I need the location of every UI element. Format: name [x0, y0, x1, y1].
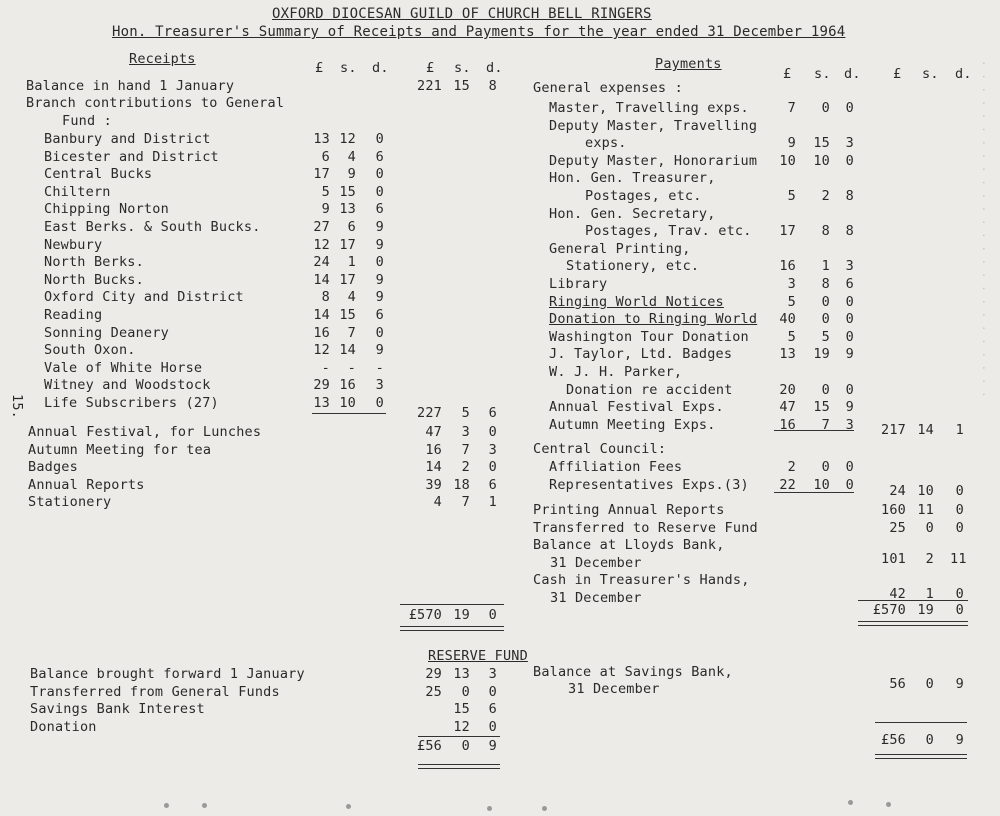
branch-row-pounds: - — [321, 359, 330, 376]
reserve-payment-pence: 9 — [955, 676, 964, 692]
payment-row-shillings: 10 — [813, 152, 830, 169]
branch-row-pence: 9 — [375, 236, 384, 253]
payment-other-shillings: 11 — [917, 502, 934, 518]
balance-in-hand-shillings: 15 — [453, 78, 470, 94]
general-expenses-total-shillings: 14 — [917, 422, 934, 438]
branch-row-shillings: 4 — [347, 289, 356, 306]
payment-row-pounds: 5 — [787, 328, 796, 345]
branch-row-shillings: 4 — [347, 148, 356, 165]
receipt-row-label: Stationery — [28, 494, 112, 511]
payment-row-label: Washington Tour Donation — [549, 328, 749, 345]
central-council-heading: Central Council: — [533, 441, 667, 457]
reserve-receipt-label: Transferred from General Funds — [30, 683, 280, 700]
branch-row-label: Chiltern — [44, 183, 111, 200]
payment-row-shillings: 19 — [813, 346, 830, 363]
payment-row-pounds: 20 — [779, 381, 796, 398]
payment-other-shillings: 1 — [925, 586, 934, 602]
payment-other-label: 31 December — [550, 554, 642, 571]
payment-other-shillings: 0 — [925, 519, 934, 536]
payment-row-pounds: 5 — [787, 188, 796, 204]
payment-other-pence: 11 — [950, 550, 967, 567]
receipt-row-pounds: 47 — [425, 424, 442, 440]
payment-row-pence: 9 — [845, 399, 854, 416]
branch-row-pounds: 5 — [321, 183, 330, 200]
reserve-payments-total-shillings: 0 — [925, 732, 934, 748]
branch-row-pounds: 29 — [313, 377, 330, 394]
branch-row-pounds: 14 — [313, 271, 330, 288]
receipts-heading: Receipts — [129, 51, 196, 67]
reserve-receipt-pence: 0 — [488, 683, 497, 700]
payment-row-label: General Printing, — [549, 240, 691, 257]
branch-row-label: Newbury — [44, 236, 103, 253]
branch-row-pence: 9 — [375, 342, 384, 359]
branch-row-pounds: 17 — [313, 166, 330, 183]
payment-row-shillings: 1 — [821, 258, 830, 275]
rule-line — [858, 600, 968, 601]
payment-row-pounds: 10 — [779, 152, 796, 169]
branch-row-pounds: 27 — [313, 219, 330, 235]
council-row-label: Affiliation Fees — [549, 459, 683, 475]
reserve-payment-label: Balance at Savings Bank, — [533, 664, 733, 680]
branch-row-pence: 0 — [375, 166, 384, 183]
reserve-receipts-total-pounds: £56 — [417, 738, 442, 754]
receipt-row-pounds: 39 — [425, 476, 442, 493]
payment-row-pence: 0 — [845, 100, 854, 116]
receipt-row-pence: 3 — [488, 441, 497, 458]
payment-row-shillings: 8 — [821, 276, 830, 292]
reserve-receipt-shillings: 13 — [453, 666, 470, 682]
branch-row-pounds: 6 — [321, 148, 330, 165]
receipt-row-pounds: 14 — [425, 459, 442, 476]
payment-row-label: Master, Travelling exps. — [549, 100, 749, 116]
payment-row-shillings: 8 — [821, 223, 830, 240]
payment-row-label: Annual Festival Exps. — [549, 399, 724, 416]
reserve-payments-total-pounds: £56 — [881, 732, 906, 748]
page-number: 15. — [8, 394, 25, 419]
branch-row-pence: 9 — [375, 289, 384, 306]
payment-row-pence: 0 — [845, 152, 854, 169]
receipt-row-label: Annual Festival, for Lunches — [28, 424, 262, 440]
payment-other-label: Printing Annual Reports — [533, 502, 725, 518]
payment-row-label: Postages, Trav. etc. — [585, 223, 752, 240]
receipt-row-shillings: 7 — [461, 441, 470, 458]
branch-row-pounds: 24 — [313, 254, 330, 271]
payments-inner-pence-header: d. — [844, 66, 861, 82]
receipts-grand-total-pounds: £570 — [408, 607, 442, 623]
payments-inner-pound-header: £ — [783, 66, 792, 82]
payments-inner-shilling-header: s. — [814, 66, 831, 82]
branch-contributions-heading-cont: Fund : — [62, 113, 112, 129]
payments-grand-total-pounds: £570 — [872, 602, 906, 618]
payment-row-pence: 8 — [845, 223, 854, 240]
branch-row-pounds: 13 — [313, 395, 330, 411]
receipt-row-pence: 1 — [488, 494, 497, 511]
branch-row-shillings: 6 — [347, 219, 356, 235]
branch-contributions-heading: Branch contributions to General — [26, 95, 285, 111]
branch-row-label: Banbury and District — [44, 131, 211, 147]
reserve-receipt-shillings: 12 — [453, 718, 470, 735]
payment-row-pence: 0 — [845, 328, 854, 345]
payments-outer-shilling-header: s. — [922, 66, 939, 82]
payment-other-pence: 0 — [955, 502, 964, 518]
payment-row-pounds: 16 — [779, 416, 796, 433]
branch-row-pounds: 13 — [313, 131, 330, 147]
double-rule — [858, 621, 968, 626]
central-council-total-shillings: 10 — [917, 483, 934, 499]
branch-row-shillings: 17 — [339, 271, 356, 288]
receipts-outer-shilling-header: s. — [454, 60, 471, 76]
branch-row-pence: 6 — [375, 148, 384, 165]
payment-row-label: Postages, etc. — [585, 188, 702, 204]
branch-row-shillings: 12 — [339, 131, 356, 147]
branch-row-pounds: 12 — [313, 236, 330, 253]
branch-row-label: South Oxon. — [44, 342, 136, 359]
payment-row-label: Library — [549, 276, 608, 292]
receipts-grand-total-shillings: 19 — [453, 607, 470, 623]
payment-other-label: Cash in Treasurer's Hands, — [533, 572, 750, 589]
rule-line — [418, 736, 500, 737]
payment-row-label: Donation re accident — [566, 381, 733, 398]
branch-row-pence: 0 — [375, 324, 384, 341]
receipt-row-pounds: 4 — [433, 494, 442, 511]
council-row-pounds: 2 — [787, 459, 796, 475]
rule-line — [875, 722, 967, 723]
council-row-shillings: 0 — [821, 459, 830, 475]
payment-row-pence: 3 — [845, 416, 854, 433]
payment-row-pence: 0 — [845, 293, 854, 310]
reserve-fund-heading: RESERVE FUND — [428, 648, 528, 664]
payment-row-shillings: 0 — [821, 293, 830, 310]
receipt-row-label: Annual Reports — [28, 476, 145, 493]
branch-row-label: Life Subscribers (27) — [44, 395, 219, 411]
branch-row-pounds: 9 — [321, 201, 330, 218]
payment-row-pounds: 9 — [787, 135, 796, 152]
rule-line — [774, 492, 854, 493]
branch-row-pence: 0 — [375, 395, 384, 411]
branch-total-pounds: 227 — [417, 405, 442, 421]
branch-row-label: Sonning Deanery — [44, 324, 169, 341]
payment-row-shillings: 5 — [821, 328, 830, 345]
paper-speck — [487, 806, 492, 811]
payment-row-shillings: 0 — [821, 381, 830, 398]
branch-row-shillings: 14 — [339, 342, 356, 359]
branch-row-pence: 6 — [375, 307, 384, 323]
reserve-receipts-total-shillings: 0 — [461, 738, 470, 754]
payment-other-pounds: 42 — [889, 586, 906, 602]
branch-row-label: Oxford City and District — [44, 289, 244, 306]
reserve-payment-label-cont: 31 December — [568, 681, 660, 697]
reserve-receipt-shillings: 15 — [453, 701, 470, 718]
payment-row-label: Ringing World Notices — [549, 293, 724, 310]
central-council-total-pence: 0 — [955, 483, 964, 499]
reserve-receipt-pounds: 29 — [425, 666, 442, 682]
reserve-receipt-label: Donation — [30, 718, 97, 735]
branch-row-label: Chipping Norton — [44, 201, 169, 218]
reserve-receipt-pence: 6 — [488, 701, 497, 718]
receipts-outer-pence-header: d. — [486, 60, 503, 76]
branch-row-shillings: 15 — [339, 307, 356, 323]
council-row-pence: 0 — [845, 476, 854, 493]
balance-in-hand-pounds: 221 — [417, 78, 442, 94]
branch-row-pence: - — [375, 359, 384, 376]
branch-row-label: Bicester and District — [44, 148, 219, 165]
branch-row-pence: 0 — [375, 131, 384, 147]
receipt-row-pence: 0 — [488, 459, 497, 476]
payment-row-pounds: 3 — [787, 276, 796, 292]
document-title: OXFORD DIOCESAN GUILD OF CHURCH BELL RINGERS — [272, 6, 652, 22]
paper-speck — [542, 806, 547, 811]
branch-row-label: Reading — [44, 307, 103, 323]
payment-row-shillings: 15 — [813, 399, 830, 416]
reserve-payment-pounds: 56 — [889, 676, 906, 692]
branch-row-pounds: 12 — [313, 342, 330, 359]
branch-row-shillings: - — [347, 359, 356, 376]
bleed-through-text: · · · · · · · · · · · · · · · · · · · · · · · · · · — [977, 60, 990, 398]
payments-outer-pence-header: d. — [955, 66, 972, 82]
payment-row-pounds: 47 — [779, 399, 796, 416]
receipt-row-pounds: 16 — [425, 441, 442, 458]
payment-row-shillings: 0 — [821, 100, 830, 116]
payments-heading: Payments — [655, 56, 722, 72]
receipt-row-shillings: 18 — [453, 476, 470, 493]
document-subtitle: Hon. Treasurer's Summary of Receipts and Payments for the year ended 31 December 1964 — [112, 24, 846, 40]
double-rule — [418, 764, 500, 769]
payment-row-pence: 3 — [845, 258, 854, 275]
reserve-receipt-shillings: 0 — [461, 683, 470, 700]
reserve-receipt-pence: 0 — [488, 718, 497, 735]
branch-row-pence: 9 — [375, 271, 384, 288]
payments-grand-total-pence: 0 — [955, 602, 964, 618]
payment-row-label: exps. — [585, 135, 627, 152]
branch-row-pounds: 14 — [313, 307, 330, 323]
branch-row-pence: 6 — [375, 201, 384, 218]
paper-speck — [164, 803, 169, 808]
branch-row-shillings: 15 — [339, 183, 356, 200]
payment-row-pounds: 40 — [779, 311, 796, 328]
branch-row-shillings: 13 — [339, 201, 356, 218]
payment-row-label: Stationery, etc. — [566, 258, 700, 275]
council-row-pence: 0 — [845, 459, 854, 475]
receipt-row-pence: 6 — [488, 476, 497, 493]
reserve-receipt-pounds: 25 — [425, 683, 442, 700]
payment-row-pounds: 17 — [779, 223, 796, 240]
payment-other-pence: 0 — [955, 519, 964, 536]
payment-row-label: Autumn Meeting Exps. — [549, 416, 716, 433]
receipt-row-pence: 0 — [488, 424, 497, 440]
reserve-receipts-total-pence: 9 — [488, 738, 497, 754]
branch-total-shillings: 5 — [461, 405, 470, 421]
payment-other-label: 31 December — [550, 590, 642, 606]
payment-row-pounds: 5 — [787, 293, 796, 310]
council-row-label: Representatives Exps.(3) — [549, 476, 749, 493]
payments-grand-total-shillings: 19 — [917, 602, 934, 618]
receipt-row-label: Autumn Meeting for tea — [28, 441, 212, 458]
branch-row-pence: 0 — [375, 183, 384, 200]
paper-speck — [202, 803, 207, 808]
payment-row-pence: 0 — [845, 381, 854, 398]
reserve-payments-total-pence: 9 — [955, 732, 964, 748]
payment-other-shillings: 2 — [925, 550, 934, 567]
double-rule — [875, 754, 967, 759]
branch-row-pence: 0 — [375, 254, 384, 271]
branch-row-label: Vale of White Horse — [44, 359, 203, 376]
branch-row-shillings: 7 — [347, 324, 356, 341]
general-expenses-total-pounds: 217 — [881, 422, 906, 438]
branch-row-shillings: 16 — [339, 377, 356, 394]
payment-other-label: Balance at Lloyds Bank, — [533, 537, 725, 554]
double-rule — [400, 626, 504, 631]
branch-row-pence: 3 — [375, 377, 384, 394]
payment-other-pounds: 25 — [889, 519, 906, 536]
branch-row-pence: 9 — [375, 219, 384, 235]
payment-row-shillings: 2 — [821, 188, 830, 204]
balance-in-hand-label: Balance in hand 1 January — [26, 78, 235, 94]
payment-row-label: Donation to Ringing World — [549, 311, 758, 328]
branch-row-pounds: 16 — [313, 324, 330, 341]
payment-row-shillings: 15 — [813, 135, 830, 152]
payment-row-label: Deputy Master, Travelling — [549, 117, 758, 134]
receipt-row-label: Badges — [28, 459, 78, 476]
council-row-pounds: 22 — [779, 476, 796, 493]
rule-line — [400, 604, 504, 605]
branch-row-shillings: 1 — [347, 254, 356, 271]
payment-row-shillings: 7 — [821, 416, 830, 433]
payment-row-pence: 8 — [845, 188, 854, 204]
payment-row-label: Deputy Master, Honorarium — [549, 152, 758, 169]
receipt-row-shillings: 2 — [461, 459, 470, 476]
payment-other-pounds: 160 — [881, 502, 906, 518]
receipts-inner-pound-header: £ — [315, 60, 324, 76]
payment-row-pence: 9 — [845, 346, 854, 363]
general-expenses-heading: General expenses : — [533, 80, 683, 96]
payments-outer-pound-header: £ — [893, 66, 902, 82]
branch-row-shillings: 17 — [339, 236, 356, 253]
branch-row-shillings: 10 — [339, 395, 356, 411]
reserve-receipt-pence: 3 — [488, 666, 497, 682]
payment-row-pence: 3 — [845, 135, 854, 152]
branch-row-label: North Berks. — [44, 254, 144, 271]
payment-row-label: Hon. Gen. Treasurer, — [549, 170, 716, 187]
rule-line — [774, 430, 854, 431]
payment-row-pounds: 16 — [779, 258, 796, 275]
central-council-total-pounds: 24 — [889, 483, 906, 499]
payment-row-label: J. Taylor, Ltd. Badges — [549, 346, 733, 363]
branch-row-label: Witney and Woodstock — [44, 377, 211, 394]
payment-row-shillings: 0 — [821, 311, 830, 328]
branch-row-pounds: 8 — [321, 289, 330, 306]
paper-speck — [886, 802, 891, 807]
general-expenses-total-pence: 1 — [955, 422, 964, 438]
payment-other-label: Transferred to Reserve Fund — [533, 519, 758, 536]
branch-row-label: Central Bucks — [44, 166, 153, 183]
payment-row-pence: 6 — [845, 276, 854, 292]
council-row-shillings: 10 — [813, 476, 830, 493]
receipt-row-shillings: 7 — [461, 494, 470, 511]
receipts-grand-total-pence: 0 — [488, 607, 497, 623]
receipt-row-shillings: 3 — [461, 424, 470, 440]
receipts-inner-pence-header: d. — [372, 60, 389, 76]
payment-row-pounds: 13 — [779, 346, 796, 363]
branch-row-shillings: 9 — [347, 166, 356, 183]
branch-row-label: East Berks. & South Bucks. — [44, 219, 261, 235]
payment-other-pence: 0 — [955, 586, 964, 602]
branch-total-pence: 6 — [488, 405, 497, 421]
payment-row-pounds: 7 — [787, 100, 796, 116]
reserve-payment-shillings: 0 — [925, 676, 934, 692]
payment-row-pence: 0 — [845, 311, 854, 328]
paper-speck — [346, 804, 351, 809]
payment-other-pounds: 101 — [881, 550, 906, 567]
paper-speck — [848, 800, 853, 805]
balance-in-hand-pence: 8 — [488, 78, 497, 94]
branch-row-label: North Bucks. — [44, 271, 144, 288]
reserve-receipt-label: Savings Bank Interest — [30, 701, 205, 718]
reserve-receipt-label: Balance brought forward 1 January — [30, 666, 305, 682]
receipts-inner-shilling-header: s. — [340, 60, 357, 76]
receipts-outer-pound-header: £ — [426, 60, 435, 76]
payment-row-label: Hon. Gen. Secretary, — [549, 205, 716, 222]
rule-line — [312, 413, 386, 414]
payment-row-label: W. J. H. Parker, — [549, 364, 683, 380]
